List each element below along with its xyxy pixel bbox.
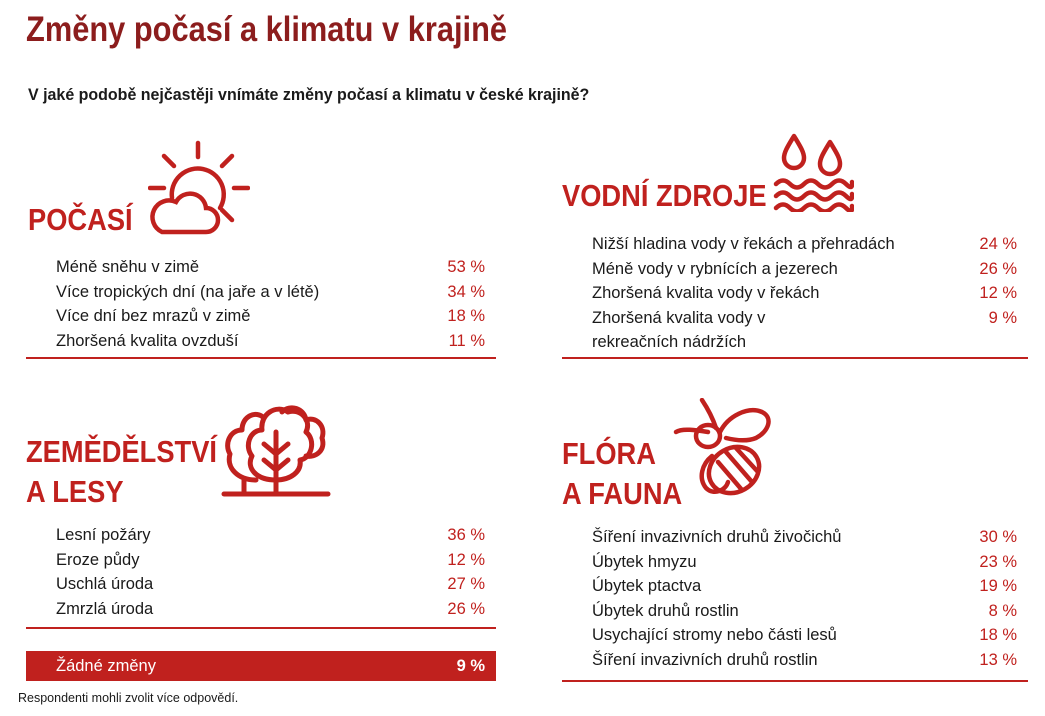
list-item bbox=[592, 232, 1017, 257]
item-value: 27 % bbox=[447, 575, 485, 593]
list-item bbox=[592, 574, 1017, 599]
item-value: 18 % bbox=[979, 626, 1017, 644]
item-value: 12 % bbox=[979, 284, 1017, 302]
list-item bbox=[56, 329, 485, 354]
list-item bbox=[56, 255, 485, 280]
item-label: Zhoršená kvalita vody v řekách bbox=[592, 284, 820, 302]
heading-line: ZEMĚDĚLSTVÍ bbox=[26, 434, 217, 469]
section-heading-flora-fauna bbox=[562, 434, 682, 514]
section-heading-agriculture bbox=[26, 432, 217, 512]
item-value: 13 % bbox=[979, 650, 1017, 669]
list-item bbox=[592, 257, 1017, 282]
item-value: 18 % bbox=[447, 307, 485, 325]
list-item bbox=[592, 623, 1017, 648]
item-value: 11 % bbox=[448, 331, 485, 350]
section-heading-weather bbox=[28, 200, 133, 240]
list-item bbox=[592, 525, 1017, 550]
item-label: Nižší hladina vody v řekách a přehradách bbox=[592, 235, 895, 253]
item-value: 53 % bbox=[447, 258, 485, 276]
no-change-bar bbox=[26, 651, 496, 681]
flora-fauna-list bbox=[562, 525, 1028, 682]
item-value: 34 % bbox=[447, 282, 485, 301]
item-value: 12 % bbox=[447, 550, 485, 569]
heading-line: A FAUNA bbox=[562, 476, 683, 511]
item-label: Eroze půdy bbox=[56, 550, 140, 569]
list-item bbox=[592, 281, 1017, 306]
bee-icon bbox=[672, 398, 782, 498]
item-label: Šíření invazivních druhů rostlin bbox=[592, 650, 818, 669]
item-label: Lesní požáry bbox=[56, 526, 151, 544]
no-change-value: 9 % bbox=[456, 656, 485, 675]
item-label: Šíření invazivních druhů živočichů bbox=[592, 528, 842, 546]
heading-line: VODNÍ ZDROJE bbox=[562, 178, 767, 213]
survey-question: V jaké podobě nejčastěji vnímáte změny počasí a klimatu v české krajině? bbox=[28, 85, 590, 104]
page-title: Změny počasí a klimatu v krajině bbox=[26, 10, 508, 49]
item-label: Usychající stromy nebo části lesů bbox=[592, 626, 837, 644]
weather-list bbox=[26, 255, 496, 359]
list-item bbox=[56, 304, 485, 329]
item-label: Zhoršená kvalita ovzduší bbox=[56, 331, 239, 350]
item-label: Zmrzlá úroda bbox=[56, 599, 154, 618]
no-change-label: Žádné změny bbox=[56, 656, 156, 675]
heading-line: POČASÍ bbox=[28, 202, 133, 237]
list-item bbox=[592, 306, 1017, 355]
heading-line: FLÓRA bbox=[562, 436, 656, 471]
item-label: Méně sněhu v zimě bbox=[56, 258, 200, 276]
list-item bbox=[56, 548, 485, 573]
item-label: Úbytek druhů rostlin bbox=[592, 601, 739, 620]
item-value: 26 % bbox=[979, 259, 1017, 278]
section-heading-water bbox=[562, 176, 767, 216]
item-label: Úbytek ptactva bbox=[592, 577, 702, 595]
list-item bbox=[592, 648, 1017, 673]
item-value: 19 % bbox=[979, 577, 1017, 595]
item-label: Zhoršená kvalita vody v rekreačních nádržích bbox=[592, 308, 766, 351]
sun-cloud-icon bbox=[148, 140, 250, 238]
list-item bbox=[56, 523, 485, 548]
item-label: Méně vody v rybnících a jezerech bbox=[592, 259, 838, 278]
list-item bbox=[56, 572, 485, 597]
list-item bbox=[56, 597, 485, 622]
item-value: 24 % bbox=[979, 235, 1017, 253]
list-item bbox=[56, 280, 485, 305]
item-value: 30 % bbox=[979, 528, 1017, 546]
item-value: 9 % bbox=[988, 308, 1017, 327]
item-label: Více dní bez mrazů v zimě bbox=[56, 307, 251, 325]
trees-icon bbox=[220, 396, 332, 500]
water-list bbox=[562, 232, 1028, 359]
item-label: Více tropických dní (na jaře a v létě) bbox=[56, 282, 320, 301]
item-value: 36 % bbox=[447, 526, 485, 544]
footnote: Respondenti mohli zvolit více odpovědí. bbox=[18, 691, 239, 705]
item-label: Úbytek hmyzu bbox=[592, 552, 697, 571]
agriculture-list bbox=[26, 523, 496, 629]
list-item bbox=[592, 599, 1017, 624]
heading-line: A LESY bbox=[26, 474, 124, 509]
item-value: 8 % bbox=[988, 601, 1017, 620]
item-value: 26 % bbox=[447, 599, 485, 618]
water-drops-icon bbox=[772, 130, 854, 212]
item-label: Uschlá úroda bbox=[56, 575, 154, 593]
item-value: 23 % bbox=[979, 552, 1017, 571]
list-item bbox=[592, 550, 1017, 575]
